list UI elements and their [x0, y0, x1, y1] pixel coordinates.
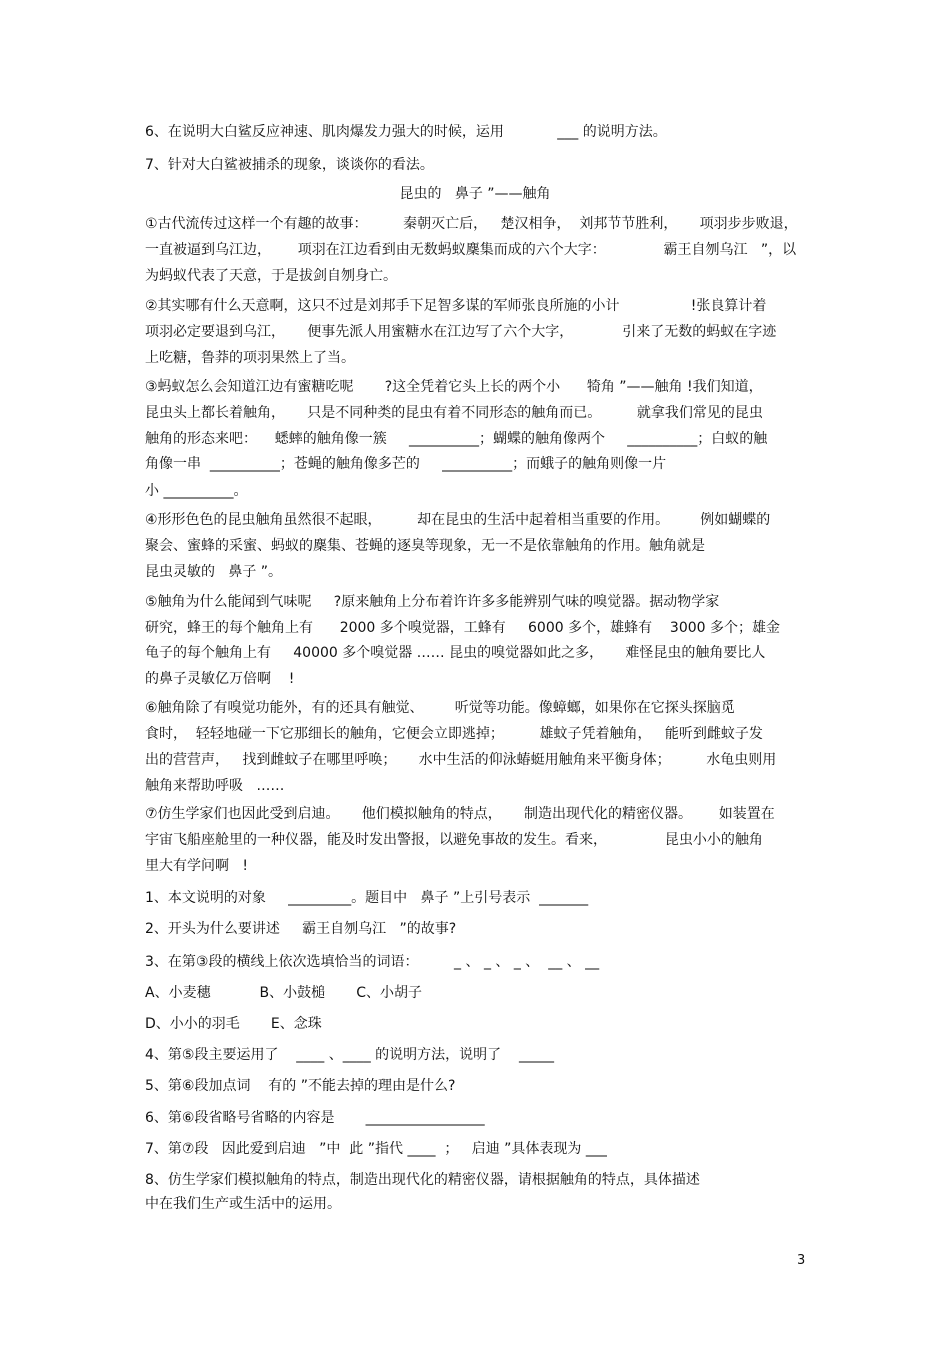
question-item: 7、第⑦段 因此爱到启迪 ”中 此 ”指代 ____ ； 启迪 ”具体表现为 ___	[145, 1141, 607, 1157]
paragraph-2-line: 上吃糖，鲁莽的项羽果然上了当。	[145, 350, 355, 366]
paragraph-1-line: 一直被逼到乌江边， 项羽在江边看到由无数蚂蚁麇集而成的六个大字： 霸王自刎乌江 ”，以	[145, 242, 797, 258]
paragraph-5-line: 研究，蜂王的每个触角上有 2000 多个嗅觉器，工蜂有 6000 多个，雄蜂有 3000 多个；雄金	[145, 620, 780, 636]
paragraph-4-line: 昆虫灵敏的 鼻子 ”。	[145, 564, 283, 580]
paragraph-3-line: 小 __________。	[145, 483, 248, 499]
paragraph-6-line: 食时， 轻轻地碰一下它那细长的触角，它便会立即逃掉； 雄蚊子凭着触角， 能听到雌蚊子发	[145, 726, 763, 742]
page-number: 3	[797, 1253, 806, 1268]
paragraph-4-line: 聚会、蜜蜂的采蜜、蚂蚁的麇集、苍蝇的逐臭等现象，无一不是依靠触角的作用。触角就是	[145, 538, 705, 554]
question-item: 4、第⑤段主要运用了 ____ 、____ 的说明方法，说明了 _____	[145, 1047, 554, 1063]
paragraph-3-line: ③蚂蚁怎么会知道江边有蜜糖吃呢 ?这全凭着它头上长的两个小 犄角 ”——触角 !我们知道，	[145, 379, 763, 395]
question-item: 8、仿生学家们模拟触角的特点，制造出现代化的精密仪器，请根据触角的特点，具体描述	[145, 1172, 700, 1188]
question-7-top: 7、针对大白鲨被捕杀的现象，谈谈你的看法。	[145, 157, 434, 173]
question-item: 中在我们生产或生活中的运用。	[145, 1196, 341, 1212]
question-6-top: 6、在说明大白鲨反应神速、肌肉爆发力强大的时候，运用 ___ 的说明方法。	[145, 124, 667, 140]
paragraph-2-line: 项羽必定要退到乌江， 便事先派人用蜜糖水在江边写了六个大字， 引来了无数的蚂蚁在字迹	[145, 324, 777, 340]
paragraph-7-line: 宇宙飞船座舱里的一种仪器，能及时发出警报，以避免事故的发生。看来， 昆虫小小的触角	[145, 832, 763, 848]
question-item: 2、开头为什么要讲述 霸王自刎乌江 ”的故事?	[145, 921, 457, 937]
paragraph-6-line: ⑥触角除了有嗅觉功能外，有的还具有触觉、 听觉等功能。像蟑螂，如果你在它探头探脑觅	[145, 700, 735, 716]
question-item: 6、第⑥段省略号省略的内容是 _________________	[145, 1110, 485, 1126]
paragraph-5-line: ⑤触角为什么能闻到气味呢 ?原来触角上分布着许许多多能辨别气味的嗅觉器。据动物学家	[145, 594, 720, 610]
answer-option-line: A、小麦穗 B、小鼓槌 C、小胡子	[145, 985, 423, 1001]
paragraph-6-line: 出的营营声， 找到雌蚊子在哪里呼唤； 水中生活的仰泳蝽蜓用触角来平衡身体； 水龟虫则用	[145, 752, 777, 768]
paragraph-1-line: ①古代流传过这样一个有趣的故事： 秦朝灭亡后， 楚汉相争， 刘邦节节胜利， 项羽步步败退，	[145, 216, 798, 232]
question-item: 5、第⑥段加点词 有的 ”不能去掉的理由是什么?	[145, 1078, 456, 1094]
paragraph-3-line: 昆虫头上都长着触角， 只是不同种类的昆虫有着不同形态的触角而已。 就拿我们常见的昆虫	[145, 405, 763, 421]
article-title: 昆虫的 鼻子 ”——触角	[399, 186, 551, 202]
paragraph-5-line: 龟子的每个触角上有 40000 多个嗅觉器 …… 昆虫的嗅觉器如此之多， 难怪昆虫的触角要比人	[145, 645, 766, 661]
paragraph-3-line: 触角的形态来吧： 蟋蟀的触角像一簇 __________；蝴蝶的触角像两个 __________；白蚁的触	[145, 431, 768, 447]
paragraph-4-line: ④形形色色的昆虫触角虽然很不起眼， 却在昆虫的生活中起着相当重要的作用。 例如蝴蝶的	[145, 512, 771, 528]
paragraph-6-line: 触角来帮助呼吸 ……	[145, 778, 285, 794]
paragraph-7-line: ⑦仿生学家们也因此受到启迪。 他们模拟触角的特点， 制造出现代化的精密仪器。 如装置在	[145, 806, 775, 822]
question-item: 1、本文说明的对象 _________。题目中 鼻子 ”上引号表示 _______	[145, 890, 589, 906]
paragraph-1-line: 为蚂蚁代表了天意，于是拔剑自刎身亡。	[145, 268, 397, 284]
answer-option-line: D、小小的羽毛 E、念珠	[145, 1016, 322, 1032]
paragraph-7-line: 里大有学问啊 !	[145, 858, 248, 874]
paragraph-2-line: ②其实哪有什么天意啊，这只不过是刘邦手下足智多谋的军师张良所施的小计 !张良算计着	[145, 298, 767, 314]
question-item: 3、在第③段的横线上依次选填恰当的词语： _ 、 _ 、 _ 、 __ 、 __	[145, 954, 600, 970]
paragraph-3-line: 角像一串 __________；苍蝇的触角像多芒的 __________；而蛾子的触角则像一片	[145, 456, 667, 472]
paragraph-5-line: 的鼻子灵敏亿万倍啊 !	[145, 671, 295, 687]
